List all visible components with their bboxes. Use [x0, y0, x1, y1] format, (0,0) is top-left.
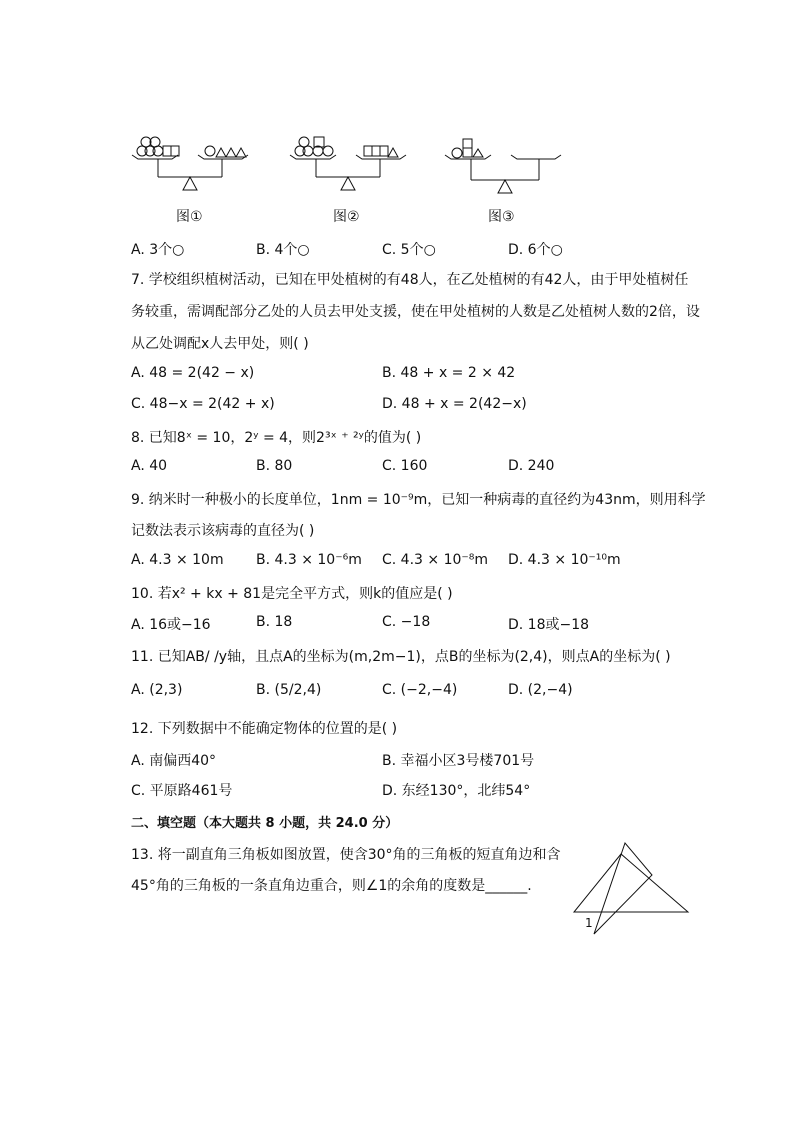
q12-option-d: D. 东经130°，北纬54°: [382, 783, 531, 799]
q8-stem: 8. 已知8ˣ = 10，2ʸ = 4，则2³ˣ ⁺ ²ʸ的值为( ): [131, 430, 422, 446]
q11-option-d: D. (2,−4): [508, 682, 573, 698]
q8-option-d: D. 240: [508, 458, 555, 474]
q6-option-b: B. 4个○: [256, 242, 310, 258]
q9-stem-line-2: 记数法表示该病毒的直径为( ): [131, 523, 315, 539]
q12-option-c: C. 平原路461号: [131, 783, 233, 799]
q7-stem-line-2: 务较重，需调配部分乙处的人员去甲处支援，使在甲处植树的人数是乙处植树人数的2倍，设: [131, 304, 700, 320]
q7-option-b: B. 48 + x = 2 × 42: [382, 365, 516, 381]
q11-option-a: A. (2,3): [131, 682, 183, 698]
q12-option-a: A. 南偏西40°: [131, 753, 217, 769]
q10-stem: 10. 若x² + kx + 81是完全平方式，则k的值应是( ): [131, 586, 453, 602]
q6-option-d: D. 6个○: [508, 242, 563, 258]
q9-stem-line-1: 9. 纳米时一种极小的长度单位，1nm = 10⁻⁹m，已知一种病毒的直径约为43nm，则用科学: [131, 492, 706, 508]
balance-figure-2: [288, 133, 418, 193]
q10-option-d: D. 18或−18: [508, 617, 590, 633]
q10-option-b: B. 18: [256, 614, 293, 630]
q9-option-d: D. 4.3 × 10⁻¹⁰m: [508, 552, 621, 568]
q13-stem-line-1: 13. 将一副直角三角板如图放置，使含30°角的三角板的短直角边和含: [131, 847, 561, 863]
q9-option-a: A. 4.3 × 10m: [131, 552, 224, 568]
figure-3-caption: 图③: [488, 209, 515, 225]
q11-stem: 11. 已知AB/ /y轴，且点A的坐标为(m,2m−1)，点B的坐标为(2,4)，则点A的坐标为( ): [131, 649, 671, 665]
q6-option-c: C. 5个○: [382, 242, 436, 258]
q11-option-c: C. (−2,−4): [382, 682, 458, 698]
q12-stem: 12. 下列数据中不能确定物体的位置的是( ): [131, 721, 398, 737]
q7-option-c: C. 48−x = 2(42 + x): [131, 396, 275, 412]
q12-option-b: B. 幸福小区3号楼701号: [382, 753, 535, 769]
figure-1-caption: 图①: [176, 209, 203, 225]
figure-2-caption: 图②: [333, 209, 360, 225]
q10-option-c: C. −18: [382, 614, 431, 630]
q9-option-b: B. 4.3 × 10⁻⁶m: [256, 552, 362, 568]
balance-figure-3: [443, 140, 573, 200]
section-title: 二、填空题（本大题共 8 小题，共 24.0 分）: [131, 816, 399, 831]
angle-1-label: 1: [585, 916, 593, 930]
q6-option-a: A. 3个○: [131, 242, 185, 258]
q7-option-a: A. 48 = 2(42 − x): [131, 365, 255, 381]
balance-figure-1: [130, 133, 260, 193]
q13-stem-line-2: 45°角的三角板的一条直角边重合，则∠1的余角的度数是______.: [131, 878, 532, 894]
q7-stem-line-3: 从乙处调配x人去甲处，则( ): [131, 336, 309, 352]
q8-option-c: C. 160: [382, 458, 428, 474]
q8-option-b: B. 80: [256, 458, 293, 474]
q10-option-a: A. 16或−16: [131, 617, 211, 633]
q11-option-b: B. (5/2,4): [256, 682, 322, 698]
q7-option-d: D. 48 + x = 2(42−x): [382, 396, 527, 412]
q9-option-c: C. 4.3 × 10⁻⁸m: [382, 552, 489, 568]
q7-stem-line-1: 7. 学校组织植树活动，已知在甲处植树的有48人，在乙处植树的有42人，由于甲处植树任: [131, 272, 689, 288]
q8-option-a: A. 40: [131, 458, 168, 474]
